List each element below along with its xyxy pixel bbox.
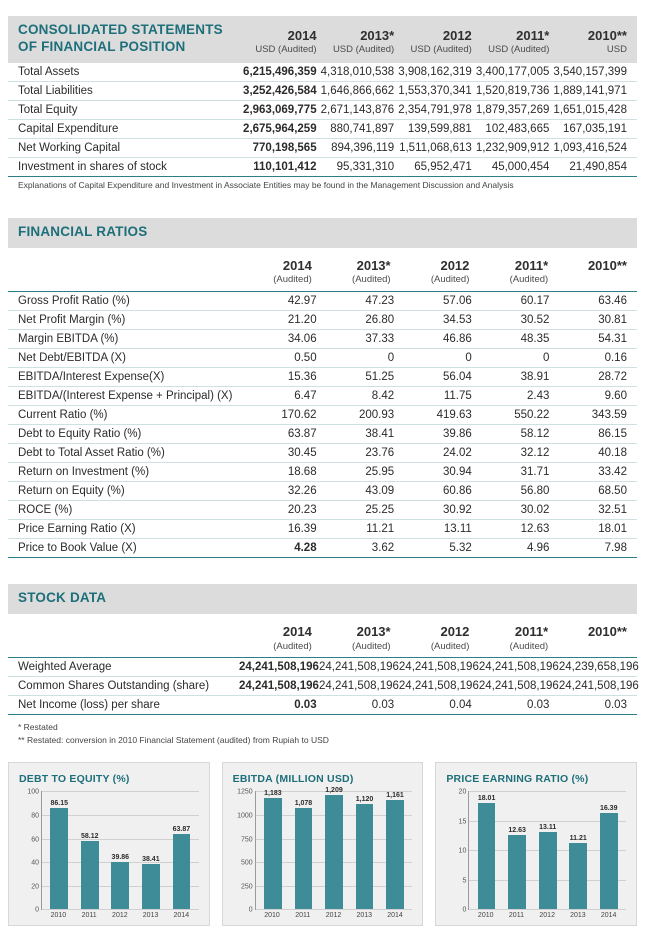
row-value: 1,093,416,524 — [553, 141, 627, 154]
financial-position-rows — [8, 63, 637, 177]
row-value: 20.23 — [287, 503, 317, 516]
row-value: 3,252,426,584 — [243, 84, 317, 97]
column-subtitle: (Audited) — [430, 640, 470, 652]
row-value: 54.31 — [598, 332, 627, 345]
row-value: 6,215,496,359 — [243, 65, 317, 78]
row-value: 1,651,015,428 — [553, 103, 627, 116]
x-tick: 2010 — [50, 912, 67, 920]
row-value: 0.16 — [604, 351, 627, 364]
x-tick: 2012 — [539, 912, 555, 920]
table-row — [8, 463, 637, 482]
table-row — [8, 696, 637, 715]
x-tick: 2010 — [264, 912, 280, 920]
bar-value-label: 58.12 — [81, 832, 99, 840]
chart-x-axis — [255, 910, 413, 919]
row-value: 56.80 — [520, 484, 550, 497]
row-value: 24,241,508,196 — [478, 660, 559, 673]
column-header — [233, 624, 312, 653]
table-row — [8, 387, 637, 406]
table-row — [8, 444, 637, 463]
row-value: 7.98 — [604, 541, 627, 554]
column-year: 2011* — [516, 27, 550, 43]
y-tick: 80 — [31, 812, 39, 820]
bar-value-label: 39.86 — [111, 854, 130, 862]
x-tick: 2012 — [325, 912, 342, 920]
footnote: ** Restated: conversion in 2010 Financial Statement (audited) from Rupiah to USD — [18, 734, 329, 745]
row-label: Current Ratio (%) — [18, 408, 108, 421]
y-tick: 1250 — [237, 788, 253, 796]
row-value: 21.20 — [287, 313, 317, 326]
row-value: 63.46 — [598, 294, 627, 307]
row-value: 4.28 — [294, 541, 317, 554]
row-label: Return on Equity (%) — [18, 484, 125, 497]
row-value: 200.93 — [359, 408, 395, 421]
row-value: 0.50 — [294, 351, 317, 364]
row-value: 24.02 — [443, 446, 472, 459]
x-tick: 2010 — [477, 912, 494, 920]
row-value: 343.59 — [591, 408, 627, 421]
row-value: 48.35 — [520, 332, 550, 345]
row-value: 770,198,565 — [252, 141, 317, 154]
row-value: 0.03 — [371, 698, 395, 711]
row-value: 3,540,157,399 — [553, 65, 627, 78]
financial-position-header — [8, 16, 637, 63]
row-value: 1,879,357,269 — [475, 103, 550, 116]
row-value: 57.06 — [443, 294, 472, 307]
row-value: 25.95 — [365, 465, 395, 478]
row-value: 33.42 — [598, 465, 627, 478]
y-tick: 15 — [458, 818, 467, 826]
row-value: 0 — [465, 351, 472, 364]
row-value: 3,908,162,319 — [398, 65, 472, 78]
column-subtitle: (Audited) — [352, 640, 391, 652]
column-year: 2014 — [282, 623, 312, 639]
stock-data-rows — [8, 658, 637, 715]
row-value: 9.60 — [604, 389, 627, 402]
bar-value-label: 63.87 — [172, 826, 191, 833]
column-header — [472, 28, 550, 56]
row-value: 24,241,508,196 — [239, 660, 319, 673]
bar-value-label: 38.41 — [142, 856, 160, 864]
row-label: Debt to Total Asset Ratio (%) — [18, 446, 165, 459]
row-value: 24,241,508,196 — [318, 660, 399, 673]
row-value: 2,963,069,775 — [243, 103, 317, 116]
column-subtitle: USD (Audited) — [410, 43, 472, 55]
row-value: 0 — [387, 351, 395, 364]
column-header — [391, 258, 470, 287]
row-label: Margin EBITDA (%) — [18, 332, 119, 345]
row-label: Capital Expenditure — [18, 122, 119, 135]
row-value: 56.04 — [443, 370, 472, 383]
row-value: 5.32 — [449, 541, 472, 554]
column-year: 2012 — [440, 623, 470, 639]
column-header — [312, 624, 391, 653]
row-value: 39.86 — [443, 427, 472, 440]
chart-title: DEBT TO EQUITY (%) — [19, 773, 130, 786]
column-subtitle: USD (Audited) — [332, 43, 395, 55]
row-value: 25.25 — [365, 503, 395, 516]
row-label: Total Assets — [18, 65, 80, 78]
row-label: Net Income (loss) per share — [18, 698, 160, 711]
column-header — [312, 258, 391, 287]
y-tick: 0 — [248, 906, 253, 914]
chart-price-earning-ratio — [435, 762, 637, 926]
row-value: 47.23 — [365, 294, 395, 307]
bar-value-label: 11.21 — [569, 835, 587, 843]
row-value: 2,675,964,259 — [243, 122, 317, 135]
row-value: 24,239,658,196 — [558, 660, 639, 673]
row-value: 0.03 — [604, 698, 627, 711]
row-value: 15.36 — [287, 370, 317, 383]
footnote: * Restated — [18, 721, 58, 732]
column-header — [548, 624, 627, 653]
row-value: 24,241,508,196 — [478, 679, 559, 692]
chart-x-axis — [468, 910, 626, 919]
column-subtitle: (Audited) — [430, 274, 470, 286]
column-subtitle: USD — [606, 43, 627, 55]
row-value: 31.71 — [520, 465, 550, 478]
charts-row — [8, 762, 637, 926]
financial-position-title: CONSOLIDATED STATEMENTS OF FINANCIAL POSITION — [18, 22, 223, 54]
row-label: Net Debt/EBITDA (X) — [18, 351, 127, 364]
row-value: 63.87 — [287, 427, 317, 440]
column-subtitle: USD (Audited) — [255, 43, 317, 55]
column-subtitle: (Audited) — [352, 274, 391, 286]
row-label: Net Profit Margin (%) — [18, 313, 126, 326]
row-value: 32.12 — [520, 446, 550, 459]
column-subtitle: (Audited) — [273, 274, 312, 286]
row-label: EBITDA/(Interest Expense + Principal) (X) — [18, 389, 233, 402]
x-tick: 2013 — [356, 912, 373, 920]
financial-ratios-title: FINANCIAL RATIOS — [18, 223, 148, 239]
table-row — [8, 158, 637, 177]
row-value: 24,241,508,196 — [318, 679, 399, 692]
row-label: Weighted Average — [18, 660, 112, 673]
row-value: 28.72 — [598, 370, 627, 383]
row-value: 46.86 — [443, 332, 472, 345]
y-tick: 500 — [240, 859, 253, 867]
table-row — [8, 311, 637, 330]
y-tick: 1000 — [237, 812, 253, 820]
row-value: 6.47 — [294, 389, 317, 402]
financial-ratios-header — [8, 218, 637, 248]
table-row — [8, 539, 637, 558]
column-year: 2014 — [287, 27, 317, 43]
stock-data-header — [8, 584, 637, 614]
column-subtitle: USD (Audited) — [488, 43, 550, 55]
row-value: 60.86 — [443, 484, 472, 497]
table-row — [8, 120, 637, 139]
bar-value-label: 1,209 — [325, 787, 343, 795]
row-value: 34.53 — [443, 313, 472, 326]
row-value: 0.04 — [449, 698, 472, 711]
column-year: 2012 — [440, 257, 470, 273]
table-row — [8, 139, 637, 158]
column-header — [394, 28, 472, 56]
column-year: 2014 — [282, 257, 312, 273]
row-value: 11.75 — [443, 389, 472, 402]
row-value: 11.21 — [366, 522, 395, 535]
column-year: 2013* — [360, 27, 395, 43]
row-value: 42.97 — [287, 294, 317, 307]
row-value: 4.96 — [526, 541, 550, 554]
table-row — [8, 501, 637, 520]
row-value: 0.03 — [294, 698, 317, 711]
x-tick: 2011 — [508, 912, 524, 920]
table-row — [8, 330, 637, 349]
x-tick: 2014 — [387, 912, 403, 920]
bar-value-label: 12.63 — [508, 826, 526, 834]
table-row — [8, 82, 637, 101]
row-value: 170.62 — [281, 408, 317, 421]
table-row — [8, 520, 637, 539]
row-value: 1,553,370,341 — [398, 84, 472, 97]
column-year: 2012 — [442, 27, 472, 43]
row-value: 110,101,412 — [253, 160, 317, 173]
row-value: 0.03 — [526, 698, 550, 711]
chart-plot-area — [237, 787, 413, 914]
row-value: 2,671,143,876 — [320, 103, 395, 116]
y-tick: 20 — [31, 883, 39, 891]
column-header — [239, 28, 317, 56]
row-value: 0 — [542, 351, 550, 364]
y-tick: 40 — [31, 859, 39, 867]
row-value: 86.15 — [598, 427, 627, 440]
row-label: Net Working Capital — [18, 141, 121, 154]
x-tick: 2011 — [295, 912, 311, 920]
row-value: 16.39 — [287, 522, 317, 535]
financial-ratios-rows — [8, 292, 637, 558]
column-header — [549, 28, 627, 56]
column-header — [469, 624, 548, 653]
row-value: 30.81 — [598, 313, 627, 326]
column-header — [233, 258, 312, 287]
row-value: 51.25 — [365, 370, 395, 383]
chart-title: EBITDA (MILLION USD) — [232, 773, 354, 786]
row-value: 68.50 — [598, 484, 627, 497]
column-subtitle: (Audited) — [509, 274, 549, 286]
financial-ratios-column-headers — [8, 258, 637, 292]
stock-data-footnotes — [8, 721, 637, 747]
bar-value-label: 1,161 — [386, 791, 404, 799]
bar-value-label: 16.39 — [599, 804, 618, 812]
column-header — [391, 624, 470, 653]
row-value: 2,354,791,978 — [398, 103, 472, 116]
row-value: 1,646,866,662 — [320, 84, 395, 97]
table-row — [8, 658, 637, 677]
row-value: 26.80 — [365, 313, 395, 326]
y-tick: 0 — [462, 906, 467, 914]
row-value: 24,241,508,196 — [398, 679, 479, 692]
chart-debt-to-equity — [8, 762, 210, 926]
x-tick: 2013 — [142, 912, 159, 920]
x-tick: 2014 — [600, 912, 617, 920]
y-tick: 100 — [27, 788, 39, 796]
row-value: 37.33 — [365, 332, 395, 345]
column-header — [317, 28, 395, 56]
row-value: 32.26 — [287, 484, 317, 497]
row-value: 95,331,310 — [336, 160, 395, 173]
column-year: 2011* — [514, 257, 549, 273]
row-label: Common Shares Outstanding (share) — [18, 679, 210, 692]
row-value: 139,599,881 — [407, 122, 472, 135]
table-row — [8, 677, 637, 696]
chart-plot-area — [458, 788, 626, 914]
table-row — [8, 63, 637, 82]
row-value: 21,490,854 — [569, 160, 627, 173]
row-value: 30.92 — [443, 503, 472, 516]
x-tick: 2013 — [570, 912, 586, 920]
row-value: 3.62 — [371, 541, 395, 554]
row-value: 1,889,141,971 — [553, 84, 627, 97]
bar-value-label: 86.15 — [50, 799, 69, 807]
table-row — [8, 425, 637, 444]
row-value: 58.12 — [520, 427, 550, 440]
row-value: 32.51 — [598, 503, 627, 516]
financial-position-note: Explanations of Capital Expenditure and Investment in Associate Entities may be found in the Management Discussion and Analysis — [18, 179, 514, 190]
row-value: 167,035,191 — [563, 122, 627, 135]
bar-value-label: 1,183 — [264, 789, 282, 797]
row-label: EBITDA/Interest Expense(X) — [18, 370, 165, 383]
row-value: 1,520,819,736 — [475, 84, 550, 97]
row-value: 60.17 — [520, 294, 550, 307]
x-tick: 2011 — [81, 912, 97, 920]
table-row — [8, 101, 637, 120]
bar-value-label: 1,120 — [355, 795, 374, 803]
bar-value-label: 13.11 — [539, 824, 557, 832]
row-value: 45,000,454 — [491, 160, 550, 173]
row-value: 419.63 — [436, 408, 472, 421]
column-year: 2013* — [356, 257, 391, 273]
row-value: 38.41 — [365, 427, 395, 440]
row-value: 12.63 — [520, 522, 550, 535]
column-year: 2010** — [587, 623, 627, 639]
bar-value-label: 1,078 — [294, 799, 313, 807]
row-value: 13.11 — [443, 522, 472, 535]
row-label: Price to Book Value (X) — [18, 541, 137, 554]
column-header — [469, 258, 548, 287]
row-label: ROCE (%) — [18, 503, 73, 516]
column-subtitle: (Audited) — [273, 640, 312, 652]
financial-position-column-headers — [239, 28, 627, 56]
row-value: 1,511,068,613 — [399, 141, 472, 154]
row-value: 38.91 — [520, 370, 550, 383]
row-value: 30.02 — [520, 503, 550, 516]
row-label: Total Equity — [18, 103, 78, 116]
row-value: 2.43 — [526, 389, 550, 402]
row-value: 894,396,119 — [331, 141, 395, 154]
x-tick: 2014 — [173, 912, 190, 920]
column-year: 2010** — [587, 27, 627, 43]
column-year: 2013* — [356, 623, 391, 639]
y-tick: 60 — [31, 836, 39, 844]
row-value: 40.18 — [598, 446, 627, 459]
row-value: 4,318,010,538 — [320, 65, 395, 78]
row-label: Return on Investment (%) — [18, 465, 150, 478]
row-value: 30.94 — [443, 465, 472, 478]
column-year: 2010** — [587, 257, 627, 273]
table-row — [8, 349, 637, 368]
y-tick: 750 — [240, 836, 253, 844]
column-year: 2011* — [514, 623, 549, 639]
row-value: 18.68 — [287, 465, 317, 478]
x-tick: 2012 — [112, 912, 128, 920]
column-subtitle: (Audited) — [509, 640, 549, 652]
row-value: 43.09 — [365, 484, 395, 497]
row-value: 23.76 — [365, 446, 395, 459]
column-header — [548, 258, 627, 287]
row-value: 18.01 — [598, 522, 627, 535]
row-value: 24,241,508,196 — [239, 679, 319, 692]
row-value: 8.42 — [371, 389, 395, 402]
row-value: 880,741,897 — [330, 122, 395, 135]
table-row — [8, 368, 637, 387]
y-tick: 20 — [458, 788, 467, 796]
row-label: Total Liabilities — [18, 84, 93, 97]
chart-x-axis — [41, 910, 199, 919]
row-label: Debt to Equity Ratio (%) — [18, 427, 142, 440]
row-value: 24,241,508,196 — [558, 679, 639, 692]
y-tick: 250 — [240, 883, 253, 891]
chart-ebitda — [222, 762, 424, 926]
row-value: 30.45 — [287, 446, 317, 459]
y-tick: 0 — [35, 906, 39, 914]
row-value: 30.52 — [520, 313, 550, 326]
table-row — [8, 482, 637, 501]
y-tick: 5 — [462, 877, 467, 885]
row-label: Investment in shares of stock — [18, 160, 167, 173]
chart-title: PRICE EARNING RATIO (%) — [446, 773, 589, 786]
row-value: 65,952,471 — [414, 160, 472, 173]
row-label: Price Earning Ratio (X) — [18, 522, 136, 535]
row-value: 24,241,508,196 — [398, 660, 479, 673]
stock-data-column-headers — [8, 624, 637, 658]
row-value: 34.06 — [287, 332, 317, 345]
stock-data-title: STOCK DATA — [18, 589, 107, 605]
chart-plot-area — [27, 788, 199, 914]
row-value: 102,483,665 — [485, 122, 550, 135]
y-tick: 10 — [458, 847, 467, 855]
row-value: 550.22 — [514, 408, 550, 421]
table-row — [8, 406, 637, 425]
row-value: 1,232,909,912 — [475, 141, 550, 154]
row-value: 3,400,177,005 — [475, 65, 550, 78]
table-row — [8, 292, 637, 311]
bar-value-label: 18.01 — [477, 795, 496, 803]
row-label: Gross Profit Ratio (%) — [18, 294, 130, 307]
